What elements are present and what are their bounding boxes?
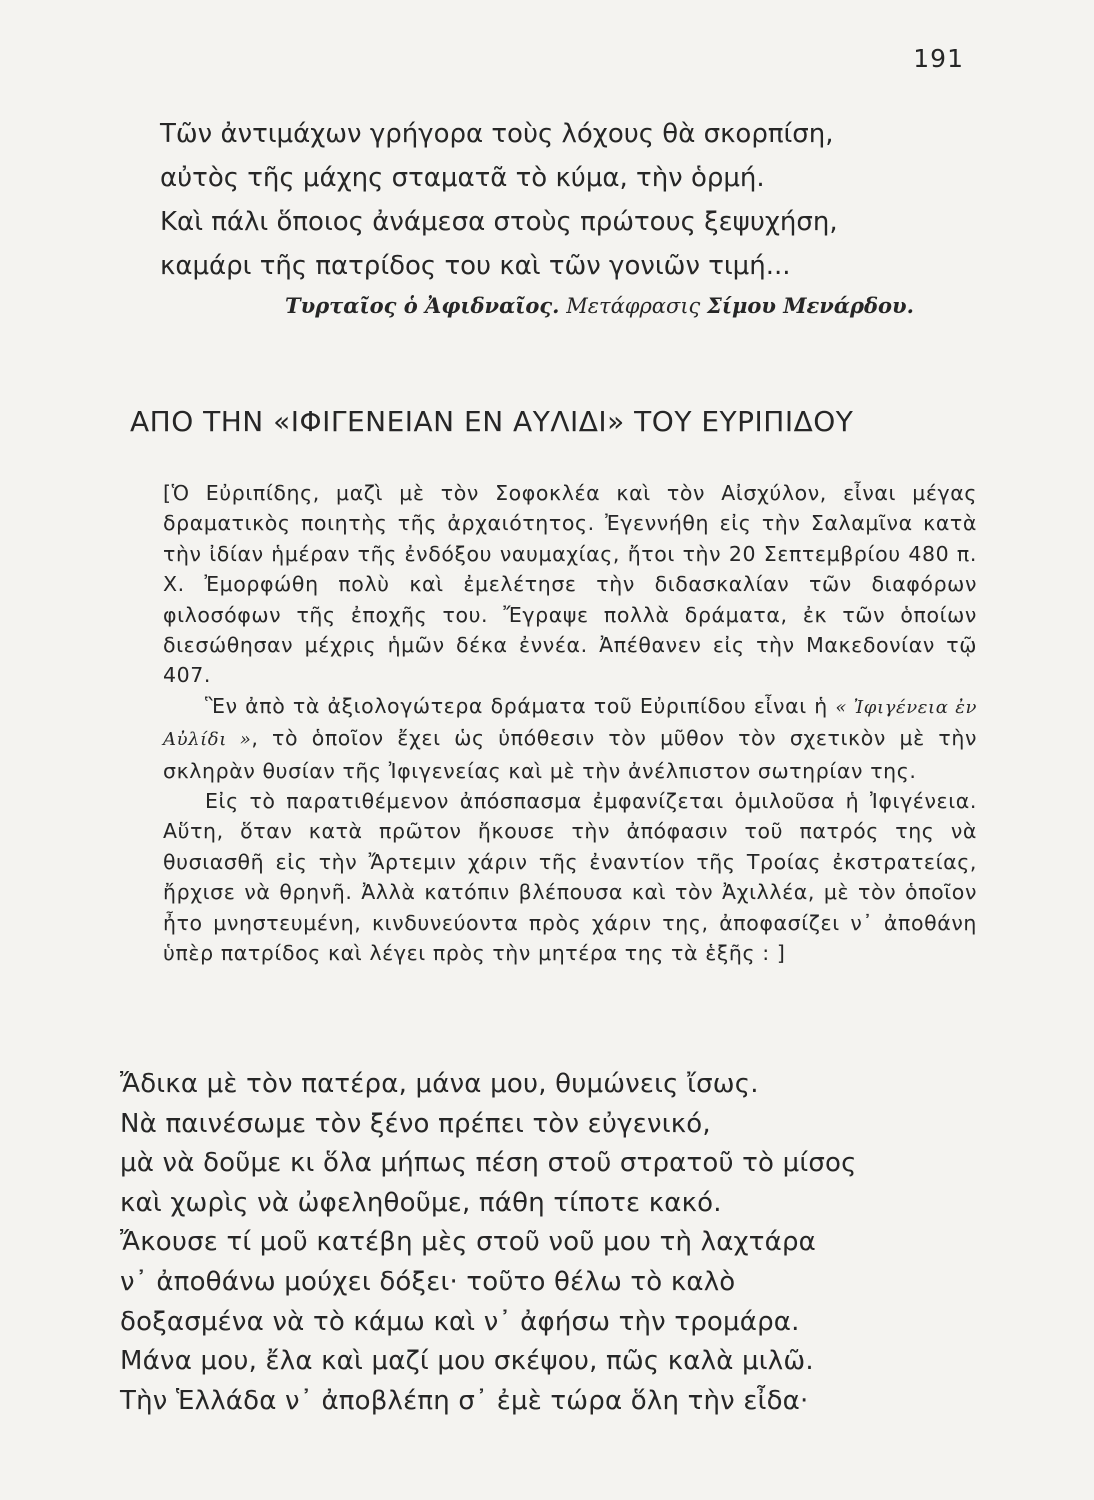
attribution-translator: Σίμου Μενάρδου. [707, 293, 914, 318]
poem-line: καμάρι τῆς πατρίδος του καὶ τῶν γονιῶν τιμή... [160, 251, 791, 281]
section-title: ΑΠΟ ΤΗΝ «ΙΦΙΓΕΝΕΙΑΝ ΕΝ ΑΥΛΙΔΙ» ΤΟΥ ΕΥΡΙΠΙΔΟΥ [130, 405, 854, 438]
poem-line: Τῶν ἀντιμάχων γρήγορα τοὺς λόχους θὰ σκορπίση, [160, 119, 834, 149]
poem-line: μὰ νὰ δοῦμε κι ὅλα μήπως πέση στοῦ στρατοῦ τὸ μίσος [120, 1148, 857, 1179]
attribution-author: Τυρταῖος ὁ Ἀφιδναῖος. [285, 293, 560, 318]
poem-line: ν᾽ ἀποθάνω μούχει δόξει· τοῦτο θέλω τὸ καλὸ [120, 1266, 736, 1297]
attribution-translation-label: Μετάφρασις [566, 294, 701, 318]
introduction-text [163, 478, 977, 969]
page-number: 191 [913, 44, 964, 73]
poem-line: αὐτὸς τῆς μάχης σταματᾶ τὸ κύμα, τὴν ὁρμή. [160, 163, 765, 193]
poem-line: Τὴν Ἑλλάδα ν᾽ ἀποβλέπη σ᾽ ἐμὲ τώρα ὅλη τὴν εἶδα· [120, 1385, 809, 1416]
intro-paragraph: [Ὁ Εὐριπίδης, μαζὶ μὲ τὸν Σοφοκλέα καὶ τὸν Αἰσχύλον, εἶναι μέγας δραματικὸς ποιητὴς τῆς ἀρχαιότητος. Ἐγεννήθη εἰς τὴν Σαλαμῖνα κατὰ τὴν ἰδίαν ἡμέραν τῆς ἐνδόξου ναυμαχίας, ἤτοι τὴν 20 Σεπτεμβρίου 480 π. Χ. Ἐμορφώθη πολὺ καὶ ἐμελέτησε τὴν διδασκαλίαν τῶν διαφόρων φιλοσόφων τῆς ἐποχῆς του. Ἔγραψε πολλὰ δράματα, ἐκ τῶν ὁποίων διεσώθησαν μέχρις ἡμῶν δέκα ἐννέα. Ἀπέθανεν εἰς τὴν Μακεδονίαν τῷ 407. [163, 481, 977, 688]
intro-text: Ἓν ἀπὸ τὰ ἀξιολογώτερα δράματα τοῦ Εὐριπίδου εἶναι ἡ [205, 693, 828, 718]
poem-line: δοξασμένα νὰ τὸ κάμω καὶ ν᾽ ἀφήσω τὴν τρομάρα. [120, 1306, 800, 1337]
poem-tyrtaeus [160, 112, 960, 288]
poem-iphigenia [120, 1065, 980, 1421]
intro-paragraph [163, 691, 977, 786]
poem-line: Ἄκουσε τί μοῦ κατέβη μὲς στοῦ νοῦ μου τὴ λαχτάρα [120, 1227, 816, 1258]
play-title: « Ἰφιγένεια ἐν Αὐλίδι » [163, 696, 977, 751]
poem-line: Ἄδικα μὲ τὸν πατέρα, μάνα μου, θυμώνεις ἴσως. [120, 1069, 759, 1099]
poem-line: καὶ χωρὶς νὰ ὠφεληθοῦμε, πάθη τίποτε κακό. [120, 1187, 722, 1218]
intro-text: , τὸ ὁποῖον ἔχει ὡς ὑπόθεσιν τὸν μῦθον τὸν σχετικὸν μὲ τὴν σκληρὰν θυσίαν τῆς Ἰφιγενείας καὶ μὲ τὴν ἀνέλπιστον σωτηρίαν της. [163, 726, 977, 783]
poem-attribution [285, 293, 914, 318]
poem-line: Καὶ πάλι ὅποιος ἀνάμεσα στοὺς πρώτους ξεψυχήση, [160, 207, 838, 237]
poem-line: Μάνα μου, ἔλα καὶ μαζί μου σκέψου, πῶς καλὰ μιλῶ. [120, 1346, 814, 1377]
intro-paragraph: Εἰς τὸ παρατιθέμενον ἀπόσπασμα ἐμφανίζεται ὁμιλοῦσα ἡ Ἰφιγένεια. Αὕτη, ὅταν κατὰ πρῶτον ἤκουσε τὴν ἀπόφασιν τοῦ πατρός της νὰ θυσιασθῆ εἰς τὴν Ἄρτεμιν χάριν τῆς ἐναντίον τῆς Τροίας ἐκστρατείας, ἤρχισε νὰ θρηνῆ. Ἀλλὰ κατόπιν βλέπουσα καὶ τὸν Ἀχιλλέα, μὲ τὸν ὁποῖον ἦτο μνηστευμένη, κινδυνεύοντα πρὸς χάριν της, ἀποφασίζει ν᾽ ἀποθάνη ὑπὲρ πατρίδος καὶ λέγει πρὸς τὴν μητέρα της τὰ ἑξῆς : ] [163, 789, 977, 966]
poem-line: Νὰ παινέσωμε τὸν ξένο πρέπει τὸν εὐγενικό, [120, 1108, 711, 1139]
